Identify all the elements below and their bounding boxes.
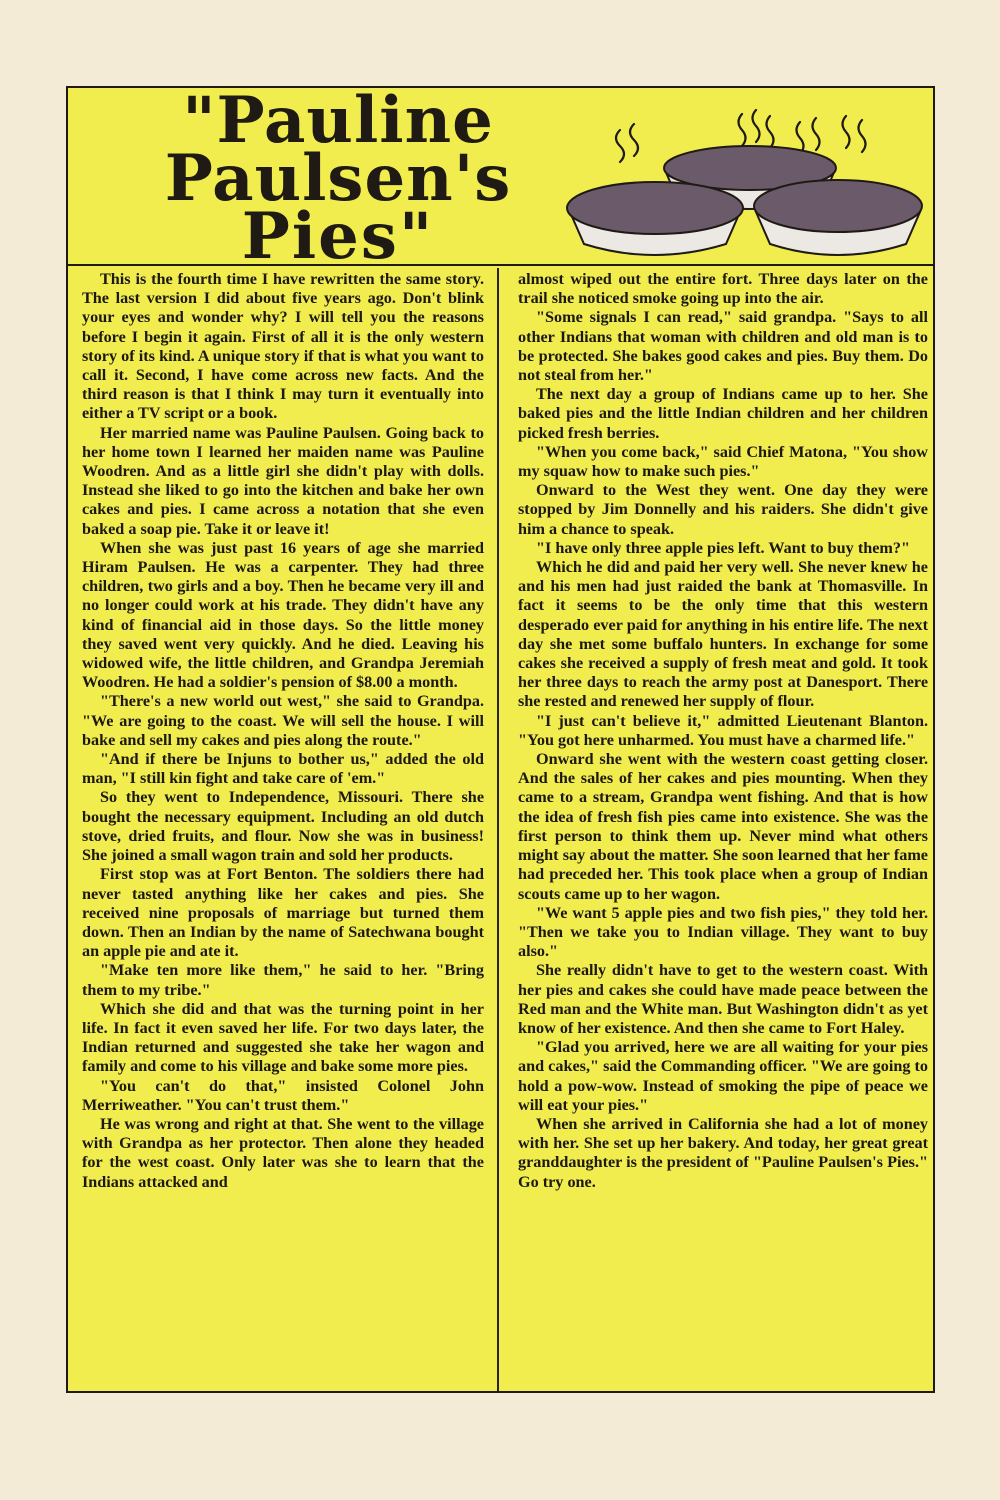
story-paragraph: "We want 5 apple pies and two fish pies," they told her. "Then we take you to Indian village. They want to buy also." — [518, 903, 928, 961]
story-paragraph: "You can't do that," insisted Colonel John Merriweather. "You can't trust them." — [82, 1076, 484, 1114]
title-line-2: Paulsen's — [164, 141, 512, 216]
steaming-pies-illustration — [560, 100, 930, 265]
story-paragraph: He was wrong and right at that. She went to the village with Grandpa as her protector. Then alone they headed for the west coast. Only later was she to learn that the Indians attacked and — [82, 1114, 484, 1191]
story-paragraph: "Make ten more like them," he said to her. "Bring them to my tribe." — [82, 961, 484, 999]
story-paragraph: This is the fourth time I have rewritten the same story. The last version I did about five years ago. Don't blink your eyes and wonder why? I will tell you the reasons before I begin it again. First of all it is the only western story of its kind. A unique story if that is what you want to call it. Second, I have come across new facts. And the third reason is that I think I may turn it eventually into either a TV script or a book. — [82, 270, 484, 423]
story-paragraph: "I have only three apple pies left. Want to buy them?" — [536, 538, 910, 557]
story-paragraph: "I just can't believe it," admitted Lieutenant Blanton. "You got here unharmed. You must have a charmed life." — [518, 711, 928, 749]
column-divider — [497, 268, 499, 1391]
story-paragraph: Onward to the West they went. One day they were stopped by Jim Donnelly and his raiders. She didn't give him a chance to speak. — [518, 481, 928, 538]
story-column-right — [518, 270, 928, 1192]
story-paragraph: "When you come back," said Chief Matona, "You show my squaw how to make such pies." — [518, 442, 928, 481]
story-paragraph: almost wiped out the entire fort. Three days later on the trail she noticed smoke going up into the air. — [518, 270, 928, 308]
title-line-1: "Pauline — [182, 83, 494, 158]
story-column-left — [82, 270, 484, 1192]
story-paragraph: "Some signals I can read," said grandpa. "Says to all other Indians that woman with children and old man is to be protected. She bakes good cakes and pies. Buy them. Do not steal from her." — [518, 308, 928, 385]
story-paragraph: So they went to Independence, Missouri. There she bought the necessary equipment. Including an old dutch stove, dried fruits, and flour. Now she was in business! She joined a small wagon train and sold her products. — [82, 788, 484, 865]
story-paragraph: "There's a new world out west," she said to Grandpa. "We are going to the coast. We will sell the house. I will bake and sell my cakes and pies along the route." — [82, 692, 484, 749]
story-paragraph: "And if there be Injuns to bother us," added the old man, "I still kin fight and take care of 'em." — [82, 750, 484, 788]
story-paragraph: Which she did and that was the turning point in her life. In fact it even saved her life. For two days later, the Indian returned and suggested she take her wagon and family and come to his village and bake some more pies. — [82, 999, 484, 1076]
story-paragraph: Which he did and paid her very well. She never knew he and his men had just raided the bank at Thomasville. In fact it seems to be the only time that this western desperado ever paid for anything in his entire life. The next day she met some buffalo hunters. In exchange for some cakes she received a supply of fresh meat and gold. It took her three days to reach the army post at Danesport. There she rested and renewed her supply of flour. — [518, 558, 928, 711]
story-paragraph: Her married name was Pauline Paulsen. Going back to her home town I learned her maiden name was Pauline Woodren. And as a little girl she didn't play with dolls. Instead she liked to go into the kitchen and bake her own cakes and pies. I came across a notation that she even baked a soap pie. Take it or leave it! — [82, 423, 484, 538]
story-paragraph: "Glad you arrived, here we are all waiting for your pies and cakes," said the Commanding officer. "We are going to hold a pow-wow. Instead of smoking the pipe of peace we will eat your pies." — [518, 1038, 928, 1114]
story-paragraph: When she was just past 16 years of age she married Hiram Paulsen. He was a carpenter. They had three children, two girls and a boy. Then he became very ill and no longer could work at his trade. They didn't have any kind of financial aid in those days. So the little money they saved went very quickly. And he died. Leaving his widowed wife, the little children, and Grandpa Jeremiah Woodren. He had a soldier's pension of $8.00 a month. — [82, 538, 484, 692]
story-title — [78, 83, 598, 274]
title-line-3: Pies" — [241, 199, 435, 274]
story-paragraph: First stop was at Fort Benton. The soldiers there had never tasted anything like her cakes and pies. She received nine proposals of marriage but turned them down. Then an Indian by the name of Satechwana bought an apple pie and ate it. — [82, 865, 484, 961]
story-paragraph: She really didn't have to get to the western coast. With her pies and cakes she could have made peace between the Red man and the White man. But Washington didn't as yet know of her existence. And then she came to Fort Haley. — [518, 961, 928, 1037]
pie-icon — [567, 182, 743, 255]
story-paragraph: The next day a group of Indians came up to her. She baked pies and the little Indian children and her children picked fresh berries. — [518, 385, 928, 442]
pie-icon — [754, 180, 922, 255]
story-paragraph: Onward she went with the western coast getting closer. And the sales of her cakes and pies mounting. When they came to a stream, Grandpa went fishing. And that is how the idea of fresh fish pies came into existence. She was the first person to think them up. Never mind what others might say about the matter. She soon learned that her fame had preceded her. This took place when a group of Indian scouts came up to her wagon. — [518, 750, 928, 903]
story-paragraph: When she arrived in California she had a lot of money with her. She set up her bakery. And today, her great great granddaughter is the president of "Pauline Paulsen's Pies." Go try one. — [518, 1114, 928, 1191]
